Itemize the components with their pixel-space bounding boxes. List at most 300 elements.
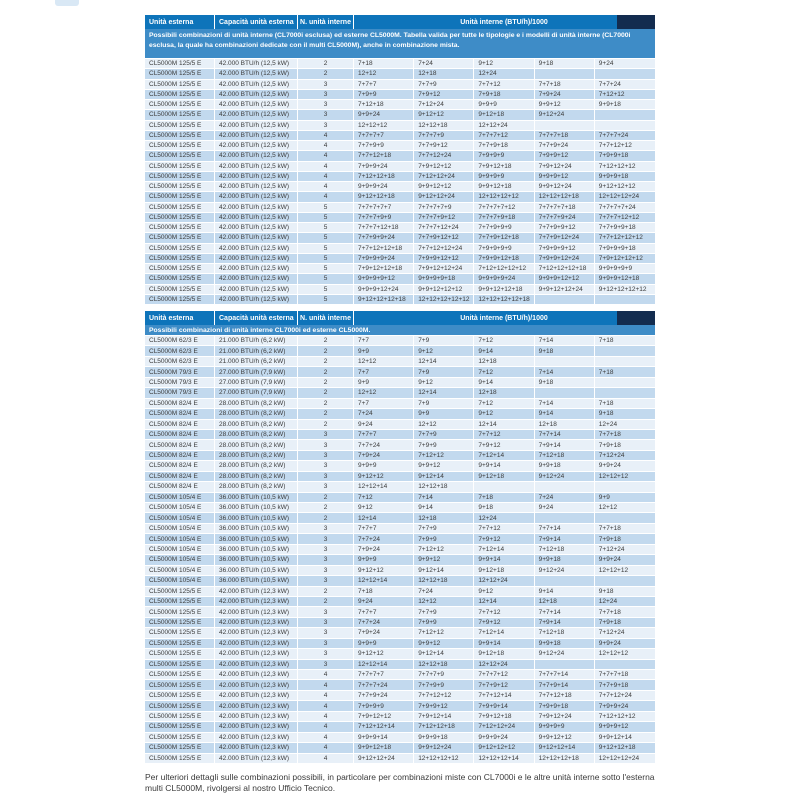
combo-cell: 9+12+18 [474,472,534,481]
n-cell: 2 [298,388,354,397]
combo-cell: 7+9+9 [354,90,414,99]
n-cell: 3 [298,555,354,564]
header-unita-interne: Unità interne (BTU/h)/1000 [354,15,655,29]
combo-cell: 7+9+14 [535,618,595,627]
header-n-unita-interne: N. unità interne [298,15,354,29]
n-cell: 4 [298,151,354,160]
combo-cell: 12+12+12+18 [535,192,595,201]
combo-cell: 7+24 [354,409,414,418]
combo-cell [535,295,595,304]
combo-cell: 12+12 [354,357,414,366]
capacity-cell: 28.000 BTU/h (8,2 kW) [215,451,298,460]
unit-cell: CL5000M 105/4 E [145,513,215,522]
combo-cell: 7+9+9+12+12 [414,254,474,263]
unit-cell: CL5000M 125/5 E [145,100,215,109]
unit-cell: CL5000M 125/5 E [145,80,215,89]
unit-cell: CL5000M 125/5 E [145,69,215,78]
table-row [145,587,655,597]
combo-cell: 9+12+12+12+18 [354,295,414,304]
unit-cell: CL5000M 125/5 E [145,172,215,181]
table-row [145,607,655,617]
unit-cell: CL5000M 125/5 E [145,587,215,596]
unit-cell: CL5000M 105/4 E [145,524,215,533]
combo-cell: 12+18 [474,388,534,397]
combo-cell [535,69,595,78]
combo-cell: 7+7+9+12+24 [535,233,595,242]
table-row [145,503,655,513]
combo-cell: 7+12+12+12+18 [535,264,595,273]
combo-cell: 7+9+12 [474,440,534,449]
unit-cell: CL5000M 125/5 E [145,233,215,242]
capacity-cell: 28.000 BTU/h (8,2 kW) [215,482,298,491]
combo-cell: 7+7+12+12+18 [354,244,414,253]
capacity-cell: 42.000 BTU/h (12,5 kW) [215,172,298,181]
n-cell: 5 [298,223,354,232]
combo-cell: 7+7+12 [474,607,534,616]
n-cell: 2 [298,69,354,78]
combo-cell: 7+9+9+24 [354,162,414,171]
unit-cell: CL5000M 125/5 E [145,203,215,212]
capacity-cell: 42.000 BTU/h (12,3 kW) [215,649,298,658]
capacity-cell: 42.000 BTU/h (12,5 kW) [215,233,298,242]
unit-cell: CL5000M 125/5 E [145,264,215,273]
unit-cell: CL5000M 125/5 E [145,722,215,731]
combo-cell: 7+7 [354,399,414,408]
n-cell: 2 [298,503,354,512]
table-row [145,754,655,764]
combo-cell [595,660,655,669]
n-cell: 3 [298,121,354,130]
combo-cell [595,388,655,397]
combo-cell: 9+14 [474,378,534,387]
table-row [145,274,655,284]
combo-cell: 7+12+12+24 [414,172,474,181]
n-cell: 4 [298,722,354,731]
combo-cell [595,69,655,78]
table-body [145,59,655,305]
n-cell: 2 [298,420,354,429]
combo-cell: 7+12+12 [414,545,474,554]
combo-cell: 9+9+9+9+24 [474,274,534,283]
unit-cell: CL5000M 62/3 E [145,346,215,355]
header-corner-block [617,15,655,29]
n-cell: 2 [298,59,354,68]
combo-cell: 7+7 [354,336,414,345]
table-row [145,461,655,471]
combo-cell: 12+12+12 [354,121,414,130]
table-row [145,555,655,565]
combo-cell [595,295,655,304]
combo-cell: 9+9+9+12 [535,172,595,181]
combo-cell: 7+12+18 [535,451,595,460]
unit-cell: CL5000M 125/5 E [145,649,215,658]
capacity-cell: 42.000 BTU/h (12,3 kW) [215,680,298,689]
combo-cell: 7+12+14 [474,545,534,554]
combo-cell: 9+18 [598,410,614,418]
combo-cell [535,357,595,366]
unit-cell: CL5000M 125/5 E [145,141,215,150]
combo-cell: 9+12 [474,587,534,596]
unit-cell: CL5000M 62/3 E [145,357,215,366]
capacity-cell: 42.000 BTU/h (12,5 kW) [215,121,298,130]
combo-cell: 9+9+9 [474,100,534,109]
combo-cell: 9+9+12 [414,461,474,470]
unit-cell: CL5000M 105/4 E [145,545,215,554]
combo-cell: 9+9+9+9+9 [598,265,633,273]
table-row [145,534,655,544]
n-cell: 3 [298,649,354,658]
n-cell: 3 [298,451,354,460]
unit-cell: CL5000M 125/5 E [145,59,215,68]
combo-cell: 7+7+7+7+12 [474,203,534,212]
combo-cell: 9+9+12 [414,639,474,648]
combo-cell: 7+9+9+24 [598,702,629,710]
combo-cell: 9+12+14 [414,649,474,658]
combo-cell [595,357,655,366]
combo-cell: 7+9+18 [598,535,621,543]
table-row [145,545,655,555]
table-row [145,213,655,223]
combo-cell: 12+12+12+12 [414,754,474,763]
combo-cell: 7+9+24 [535,90,595,99]
table-row [145,203,655,213]
n-cell: 3 [298,482,354,491]
table-row [145,69,655,79]
combo-cell: 7+18 [354,59,414,68]
combo-cell: 7+7+12+12+24 [414,244,474,253]
n-cell: 3 [298,80,354,89]
capacity-cell: 42.000 BTU/h (12,3 kW) [215,639,298,648]
combo-cell: 9+12+12 [414,110,474,119]
combo-cell: 7+7+7+9+18 [474,213,534,222]
combo-cell: 7+9 [414,336,474,345]
combo-cell: 7+18 [598,368,614,376]
combo-cell: 7+24 [414,59,474,68]
table-row [145,482,655,492]
table-row [145,493,655,503]
combo-cell: 7+9+9+9 [474,151,534,160]
combo-cell: 7+7+7+9+24 [535,213,595,222]
combo-cell: 9+18 [535,346,595,355]
combo-cell: 12+12+12+24 [598,754,640,762]
combo-cell [595,110,655,119]
combo-cell: 7+12+12+24 [474,722,534,731]
unit-cell: CL5000M 105/4 E [145,493,215,502]
combo-cell: 7+7+7+12+24 [414,223,474,232]
combo-cell: 9+12+12+18 [354,192,414,201]
combo-cell: 7+7 [354,367,414,376]
capacity-cell: 42.000 BTU/h (12,5 kW) [215,203,298,212]
combo-cell: 7+7+9+9+9 [474,223,534,232]
combo-cell: 7+12+14 [474,628,534,637]
combo-cell: 7+12+14 [474,451,534,460]
combo-cell: 7+7+12 [474,524,534,533]
combo-cell: 9+9+9+12+18 [598,275,640,283]
capacity-cell: 28.000 BTU/h (8,2 kW) [215,399,298,408]
combo-cell: 7+7+14 [535,524,595,533]
n-cell: 4 [298,701,354,710]
n-cell: 2 [298,493,354,502]
capacity-cell: 42.000 BTU/h (12,3 kW) [215,743,298,752]
combo-cell [535,660,595,669]
unit-cell: CL5000M 125/5 E [145,597,215,606]
combo-cell: 9+12+12+14 [535,743,595,752]
table-row [145,409,655,419]
combo-cell: 12+12+18 [414,576,474,585]
capacity-cell: 36.000 BTU/h (10,5 kW) [215,545,298,554]
combo-cell: 7+7+7+9+12 [414,213,474,222]
combo-cell: 7+9+14 [535,534,595,543]
combo-cell: 9+9+12+12+12 [414,285,474,294]
combo-cell: 9+9 [354,346,414,355]
capacity-cell: 42.000 BTU/h (12,5 kW) [215,244,298,253]
combo-cell: 12+12 [354,69,414,78]
combo-cell: 9+12+12 [354,566,414,575]
combo-cell: 7+12+24 [598,452,625,460]
table-row [145,660,655,670]
capacity-cell: 42.000 BTU/h (12,3 kW) [215,712,298,721]
combo-cell [535,513,595,522]
combo-cell: 12+14 [414,357,474,366]
combo-cell: 7+9+18 [474,90,534,99]
combo-cell: 12+18 [535,597,595,606]
unit-cell: CL5000M 82/4 E [145,440,215,449]
combo-cell: 9+12 [414,378,474,387]
header-unita-esterna: Unità esterna [145,15,215,29]
combo-cell [535,576,595,585]
table-row [145,254,655,264]
table-row [145,451,655,461]
unit-cell: CL5000M 125/5 E [145,701,215,710]
table-note: Possibili combinazioni di unità interne CL7000i ed esterne CL5000M. [145,325,655,336]
combo-cell: 12+12+24 [474,121,534,130]
combo-cell: 7+9+24 [354,451,414,460]
combo-cell: 9+12+24 [535,472,595,481]
combo-cell [595,378,655,387]
combo-cell: 7+14 [535,336,595,345]
combo-cell: 9+14 [414,503,474,512]
unit-cell: CL5000M 105/4 E [145,555,215,564]
capacity-cell: 21.000 BTU/h (6,2 kW) [215,357,298,366]
unit-cell: CL5000M 125/5 E [145,680,215,689]
combo-cell: 7+9+18 [598,619,621,627]
combo-cell: 7+7+24 [354,440,414,449]
combo-cell: 7+7+12+12+12 [598,234,643,242]
table-body [145,336,655,764]
capacity-cell: 36.000 BTU/h (10,5 kW) [215,555,298,564]
n-cell: 3 [298,100,354,109]
combo-cell: 7+7+24 [354,534,414,543]
capacity-cell: 28.000 BTU/h (8,2 kW) [215,440,298,449]
combo-cell: 12+12+24 [474,576,534,585]
n-cell: 3 [298,566,354,575]
combo-cell: 7+7+9+12 [414,141,474,150]
unit-cell: CL5000M 125/5 E [145,712,215,721]
combo-cell: 7+12+12 [414,451,474,460]
combo-cell: 7+7+7+18 [535,131,595,140]
capacity-cell: 42.000 BTU/h (12,5 kW) [215,110,298,119]
n-cell: 2 [298,378,354,387]
table-row [145,336,655,346]
table-row [145,722,655,732]
combo-cell: 7+7+7+9+9 [354,213,414,222]
combo-cell: 9+18 [535,59,595,68]
table-row [145,691,655,701]
capacity-cell: 42.000 BTU/h (12,5 kW) [215,264,298,273]
combo-cell: 7+7+9+12 [474,680,534,689]
combo-cell: 7+7+9+24 [535,141,595,150]
combo-cell: 7+9+12+24 [535,162,595,171]
table-row [145,670,655,680]
n-cell: 2 [298,346,354,355]
combo-cell: 7+7+9 [414,80,474,89]
combo-cell: 12+12+12 [598,650,629,658]
table-row [145,576,655,586]
combo-cell: 9+12+18 [474,649,534,658]
combo-cell: 7+9+9+9+18 [598,244,636,252]
table-header-row [145,311,655,325]
capacity-cell: 36.000 BTU/h (10,5 kW) [215,534,298,543]
combo-cell: 7+7+7+7+24 [598,203,636,211]
combo-cell: 9+9+24 [598,462,621,470]
combo-cell: 7+7+12 [474,80,534,89]
combo-cell [595,482,655,491]
unit-cell: CL5000M 105/4 E [145,534,215,543]
capacity-cell: 27.000 BTU/h (7,9 kW) [215,388,298,397]
combo-cell: 9+9+9+12 [598,723,629,731]
combo-cell: 7+7+7+18 [598,671,629,679]
combinations-table-cl7000i [145,311,655,764]
table-row [145,264,655,274]
combo-cell: 7+12+18 [535,545,595,554]
table-row [145,192,655,202]
combo-cell: 7+9+9+9+9 [474,244,534,253]
combo-cell: 7+9+12 [474,618,534,627]
combo-cell: 9+9 [354,378,414,387]
combo-cell: 7+9+9+9 [354,701,414,710]
n-cell: 3 [298,534,354,543]
combo-cell: 7+9+9+9+24 [354,254,414,263]
combo-cell: 12+12+18 [414,660,474,669]
table-row [145,223,655,233]
capacity-cell: 36.000 BTU/h (10,5 kW) [215,524,298,533]
capacity-cell: 28.000 BTU/h (8,2 kW) [215,461,298,470]
combo-cell: 7+7+7 [354,80,414,89]
n-cell: 3 [298,472,354,481]
combo-cell: 9+12+24 [535,649,595,658]
combo-cell: 7+7+7 [354,430,414,439]
combo-cell: 7+7+9+9 [354,141,414,150]
combo-cell: 7+7+7+12+18 [354,223,414,232]
capacity-cell: 36.000 BTU/h (10,5 kW) [215,566,298,575]
unit-cell: CL5000M 125/5 E [145,754,215,763]
unit-cell: CL5000M 125/5 E [145,628,215,637]
table-row [145,639,655,649]
combo-cell: 7+9+9+12 [535,151,595,160]
combo-cell [535,121,595,130]
combo-cell: 9+9+9+18 [414,733,474,742]
combo-cell: 7+7+12 [474,430,534,439]
n-cell: 3 [298,639,354,648]
combo-cell: 7+9+12 [414,90,474,99]
capacity-cell: 27.000 BTU/h (7,9 kW) [215,367,298,376]
unit-cell: CL5000M 125/5 E [145,182,215,191]
unit-cell: CL5000M 82/4 E [145,482,215,491]
combo-cell: 9+9+9 [354,639,414,648]
table-row [145,182,655,192]
table-row [145,295,655,305]
n-cell: 3 [298,461,354,470]
combo-cell: 9+9+9+18 [598,172,629,180]
unit-cell: CL5000M 125/5 E [145,274,215,283]
combo-cell: 7+12+12+14 [354,722,414,731]
n-cell: 3 [298,607,354,616]
combo-cell: 7+9+12+12+18 [354,264,414,273]
table-row [145,110,655,120]
n-cell: 3 [298,660,354,669]
combo-cell: 7+7+7+7 [354,131,414,140]
combo-cell: 7+12 [474,367,534,376]
unit-cell: CL5000M 62/3 E [145,336,215,345]
combo-cell: 9+9+9+14 [354,733,414,742]
unit-cell: CL5000M 125/5 E [145,733,215,742]
combo-cell: 9+9+9+9 [535,722,595,731]
combo-cell: 9+9+12+18 [474,182,534,191]
combo-cell: 7+7+7+7 [354,670,414,679]
capacity-cell: 42.000 BTU/h (12,5 kW) [215,254,298,263]
unit-cell: CL5000M 105/4 E [145,576,215,585]
combo-cell: 9+9+18 [535,461,595,470]
combo-cell: 7+9 [414,367,474,376]
n-cell: 3 [298,618,354,627]
unit-cell: CL5000M 125/5 E [145,131,215,140]
table-row [145,712,655,722]
table-row [145,357,655,367]
capacity-cell: 42.000 BTU/h (12,3 kW) [215,733,298,742]
combo-cell: 9+12+12+12 [598,183,636,191]
n-cell: 4 [298,680,354,689]
combo-cell: 7+9+18 [598,441,621,449]
combo-cell: 9+9+14 [474,639,534,648]
table-row [145,90,655,100]
combination-tables-document [145,15,655,794]
table-row [145,244,655,254]
combo-cell: 9+12+24 [535,110,595,119]
combo-cell: 12+12+18 [414,121,474,130]
combo-cell: 7+9+9+12+24 [535,254,595,263]
n-cell: 5 [298,233,354,242]
table-row [145,430,655,440]
combo-cell: 7+12 [474,399,534,408]
n-cell: 5 [298,254,354,263]
combo-cell: 12+14 [354,513,414,522]
table-row [145,680,655,690]
n-cell: 3 [298,430,354,439]
capacity-cell: 42.000 BTU/h (12,5 kW) [215,295,298,304]
capacity-cell: 21.000 BTU/h (6,2 kW) [215,336,298,345]
table-row [145,733,655,743]
combo-cell: 12+12+14 [354,482,414,491]
combo-cell: 9+9+18 [535,555,595,564]
combo-cell: 9+14 [474,346,534,355]
capacity-cell: 42.000 BTU/h (12,5 kW) [215,141,298,150]
combo-cell: 7+9+12+12+12 [598,254,643,262]
combo-cell: 9+12+14 [414,472,474,481]
combo-cell: 7+7+9 [414,430,474,439]
unit-cell: CL5000M 82/4 E [145,399,215,408]
n-cell: 2 [298,367,354,376]
combo-cell: 7+12+12+18 [414,722,474,731]
